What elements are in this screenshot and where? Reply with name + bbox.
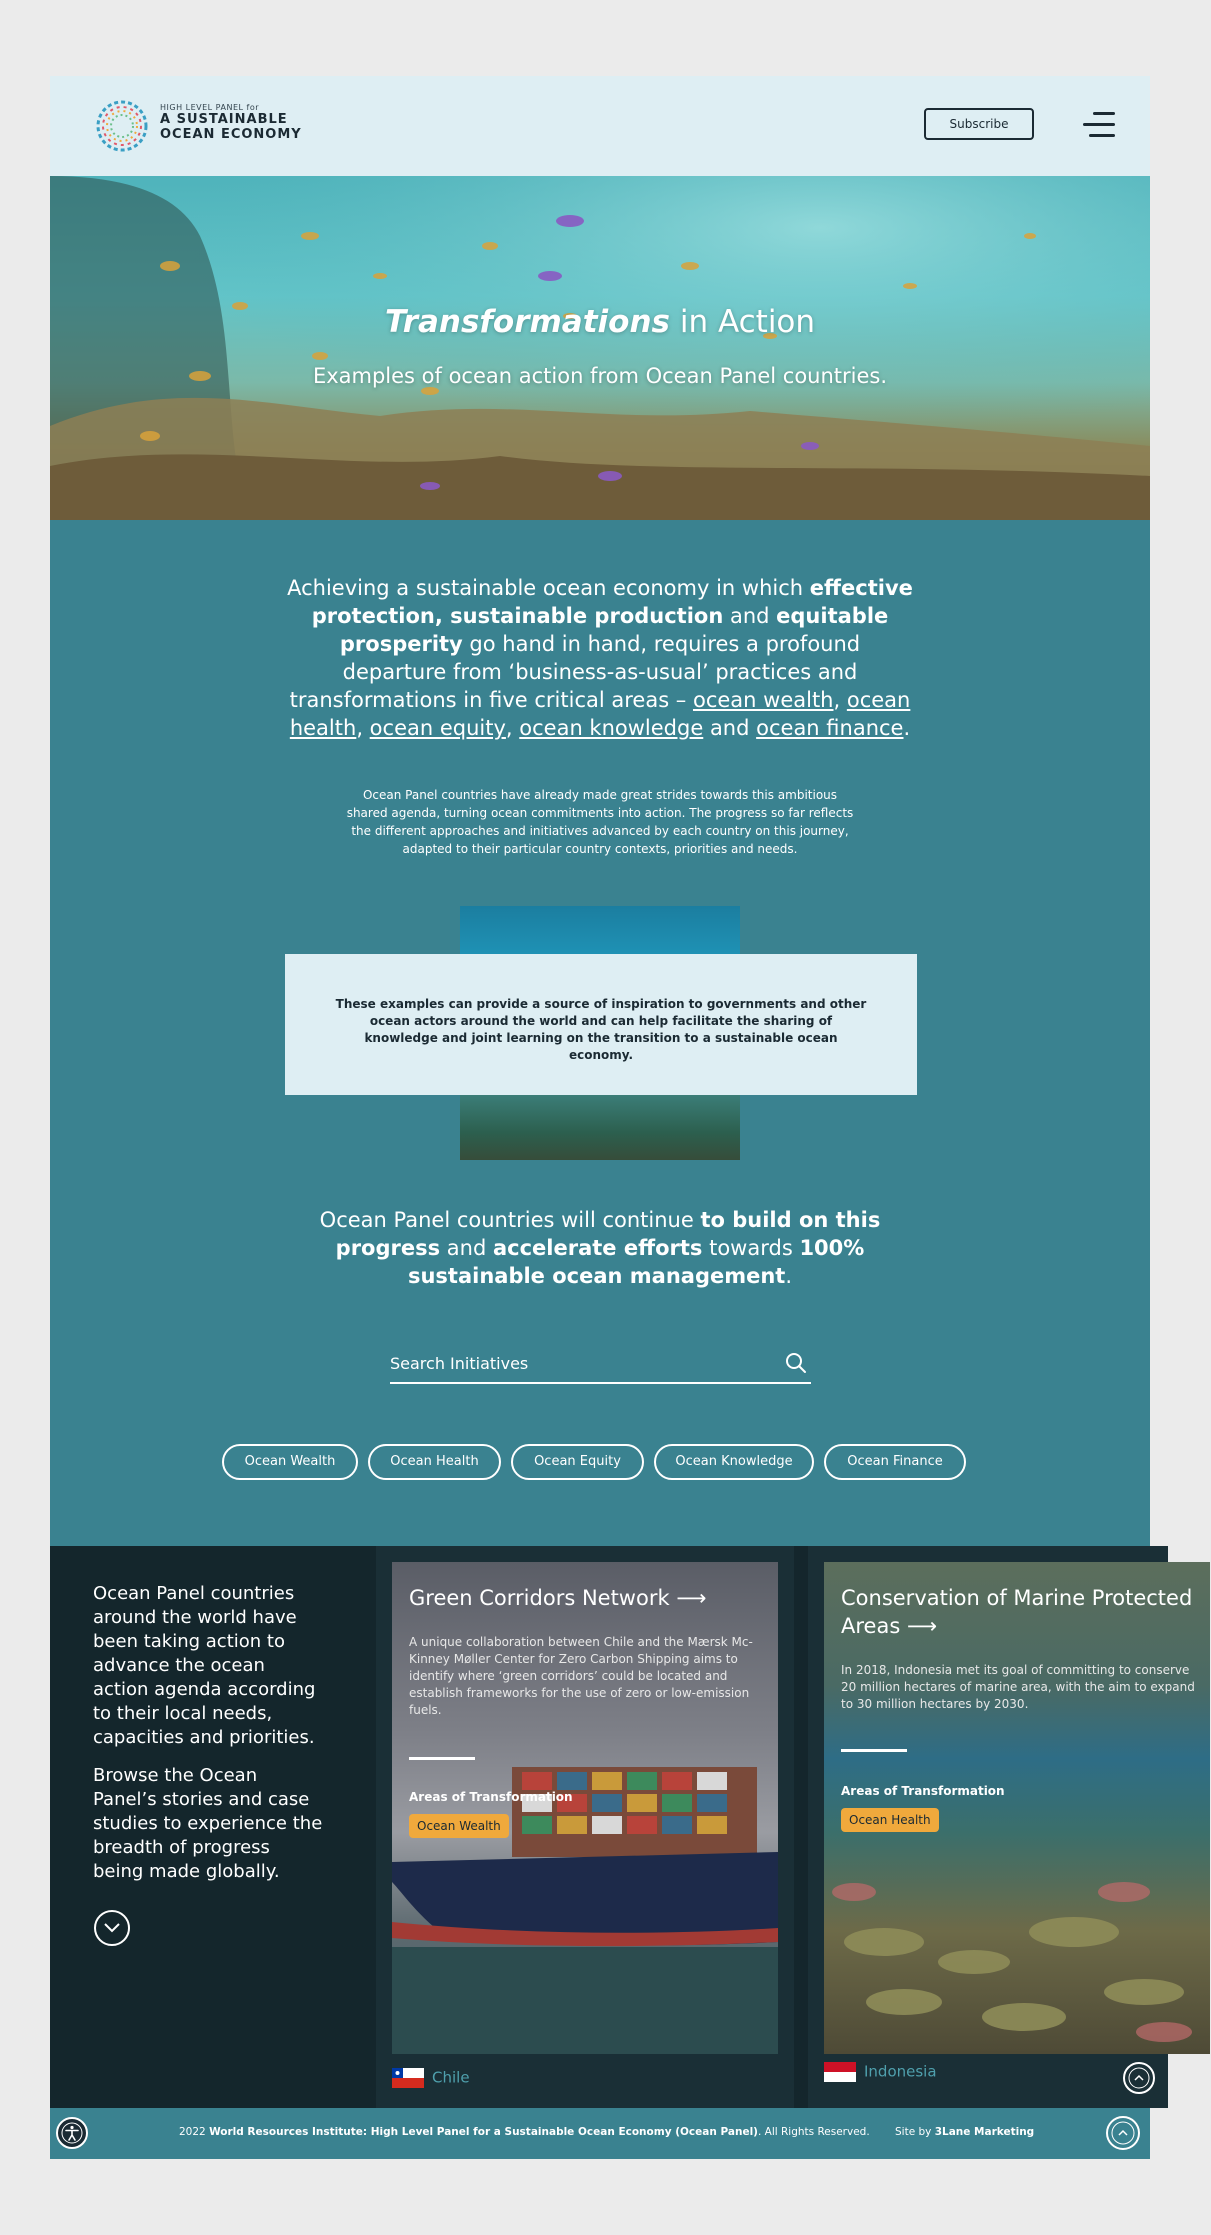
copyright-text: [179, 2126, 870, 2138]
continue-emphasis: 100% sustainable ocean management: [407, 1236, 865, 1288]
filter-ocean-health[interactable]: Ocean Health: [368, 1444, 501, 1480]
back-to-top-button[interactable]: [1106, 2116, 1140, 2150]
areas-label: Areas of Transformation: [409, 1790, 573, 1804]
ocean-panel-logo[interactable]: [92, 96, 152, 156]
arrow-right-icon: ⟶: [676, 1586, 707, 1610]
search-placeholder[interactable]: Search Initiatives: [390, 1354, 529, 1373]
intro-emphasis: equitable prosperity: [339, 604, 889, 656]
credit-link[interactable]: 3Lane Marketing: [934, 2126, 1035, 2138]
card-title[interactable]: [841, 1584, 1211, 1640]
continue-text: and: [440, 1236, 493, 1260]
separator: ,: [505, 716, 520, 740]
page-frame: [50, 76, 1195, 2159]
card-description: In 2018, Indonesia met its goal of committing to conserve 20 million hectares of marine area, with the aim to expand to 30 million hectares by 2030.: [841, 1663, 1195, 1711]
arrow-right-icon: ⟶: [906, 1614, 938, 1638]
initiative-card[interactable]: [392, 1562, 778, 2054]
ocean-knowledge-link[interactable]: ocean knowledge: [519, 716, 704, 740]
ocean-health-link[interactable]: ocean health: [289, 688, 911, 740]
callout-text: These examples can provide a source of inspiration to governments and other ocean actors around the world and can help facilitate the sharing of knowledge and joint learning on the transition to a sustainable ocean economy.: [335, 997, 867, 1062]
intro-text: go hand in hand, requires a profound departure from ‘business-as-usual’ practices and transformations in five critical areas –: [289, 632, 861, 712]
chevron-down-icon: [96, 1912, 128, 1944]
initiative-card[interactable]: [824, 1562, 1210, 2054]
callout-box: [285, 954, 917, 1095]
logo-line-2: OCEAN ECONOMY: [160, 127, 302, 142]
reef-illustration: [50, 176, 1150, 520]
area-badge[interactable]: Ocean Wealth: [409, 1814, 509, 1838]
hamburger-menu-icon[interactable]: [1083, 112, 1115, 138]
card-title-text: Conservation of Marine Protected Areas: [841, 1586, 1193, 1638]
country-name: Chile: [432, 2068, 470, 2087]
intro-paragraph: [285, 574, 915, 742]
filter-ocean-equity[interactable]: Ocean Equity: [511, 1444, 644, 1480]
scroll-up-button[interactable]: [1123, 2062, 1155, 2094]
country-label[interactable]: [392, 2068, 470, 2088]
filter-chips: [222, 1444, 982, 1484]
filter-ocean-finance[interactable]: Ocean Finance: [824, 1444, 966, 1480]
hero-subtitle: Examples of ocean action from Ocean Panel countries.: [312, 364, 888, 388]
intro-text: Achieving a sustainable ocean economy in which: [287, 576, 810, 600]
chevron-up-icon: [1125, 2064, 1153, 2092]
card-title-text: Green Corridors Network: [409, 1586, 670, 1610]
initiative-card-column: [808, 1546, 1195, 2108]
filter-ocean-wealth[interactable]: Ocean Wealth: [222, 1444, 358, 1480]
search-input[interactable]: [390, 1346, 811, 1384]
site-footer: [50, 2108, 1150, 2159]
separator: .: [903, 716, 911, 740]
credit-prefix: Site by: [895, 2126, 935, 2138]
country-name: Indonesia: [864, 2062, 937, 2081]
scroll-down-button[interactable]: [94, 1910, 130, 1946]
continue-emphasis: to build on this progress: [335, 1208, 881, 1260]
logo-text[interactable]: [160, 103, 302, 142]
initiatives-intro-p2: Browse the Ocean Panel’s stories and case studies to experience the breadth of progress being made globally.: [93, 1765, 323, 1882]
logo-line-1: A SUSTAINABLE: [160, 112, 288, 127]
search-icon[interactable]: [785, 1352, 807, 1374]
accessibility-icon: [58, 2119, 86, 2147]
intro-emphasis: effective protection, sustainable production: [311, 576, 913, 628]
ocean-finance-link[interactable]: ocean finance: [756, 716, 904, 740]
ocean-equity-link[interactable]: ocean equity: [369, 716, 506, 740]
chevron-up-icon: [1108, 2118, 1138, 2148]
chile-flag-icon: [392, 2068, 424, 2088]
initiative-card-column: [376, 1546, 794, 2108]
initiatives-intro-p1: Ocean Panel countries around the world have been taking action to advance the ocean action agenda according to their local needs, capacities and priorities.: [93, 1583, 316, 1748]
separator: and: [703, 716, 757, 740]
site-credit: [895, 2126, 1034, 2138]
logo-small-text: HIGH LEVEL PANEL for: [160, 103, 259, 112]
continue-emphasis: accelerate efforts: [492, 1236, 703, 1260]
separator: ,: [356, 716, 370, 740]
areas-label: Areas of Transformation: [841, 1784, 1005, 1798]
site-header: [50, 76, 1150, 176]
initiatives-intro: [93, 1582, 323, 1898]
copyright-rights: . All Rights Reserved.: [757, 2126, 870, 2138]
ocean-surface-image: [460, 906, 740, 956]
separator: ,: [833, 688, 847, 712]
country-label[interactable]: [824, 2062, 937, 2082]
intro-text: and: [723, 604, 777, 628]
copyright-year: 2022: [179, 2126, 210, 2138]
divider: [409, 1757, 475, 1760]
hero-title: [50, 304, 1150, 340]
divider: [841, 1749, 907, 1752]
intro-secondary-paragraph: Ocean Panel countries have already made great strides towards this ambitious shared agenda, turning ocean commitments into action. The progress so far reflects the different approaches and initiatives advanced by each country on this journey, adapted to their particular country contexts, priorities and needs.: [346, 788, 854, 856]
coral-reef-image: [460, 1093, 740, 1160]
hero-title-rest: in Action: [669, 304, 816, 340]
card-description: A unique collaboration between Chile and the Mærsk Mc-Kinney Møller Center for Zero Carbon Shipping aims to identify where ‘green corridors’ could be located and establish frameworks for the use of zero or low-emission fuels.: [409, 1635, 753, 1717]
subscribe-button[interactable]: Subscribe: [924, 108, 1034, 140]
area-badge[interactable]: Ocean Health: [841, 1808, 939, 1832]
filter-ocean-knowledge[interactable]: Ocean Knowledge: [654, 1444, 814, 1480]
hero-banner: [50, 176, 1150, 520]
continue-text: .: [785, 1264, 793, 1288]
ocean-wealth-link[interactable]: ocean wealth: [692, 688, 834, 712]
continue-text: Ocean Panel countries will continue: [319, 1208, 701, 1232]
continue-statement: [300, 1206, 900, 1290]
indonesia-flag-icon: [824, 2062, 856, 2082]
copyright-org[interactable]: World Resources Institute: High Level Panel for a Sustainable Ocean Economy (Ocean Panel): [209, 2126, 758, 2138]
continue-text: towards: [702, 1236, 800, 1260]
card-title[interactable]: [409, 1584, 779, 1612]
initiatives-section: [50, 1546, 1195, 2108]
hero-title-italic: Transformations: [384, 304, 670, 340]
accessibility-button[interactable]: [56, 2117, 88, 2149]
